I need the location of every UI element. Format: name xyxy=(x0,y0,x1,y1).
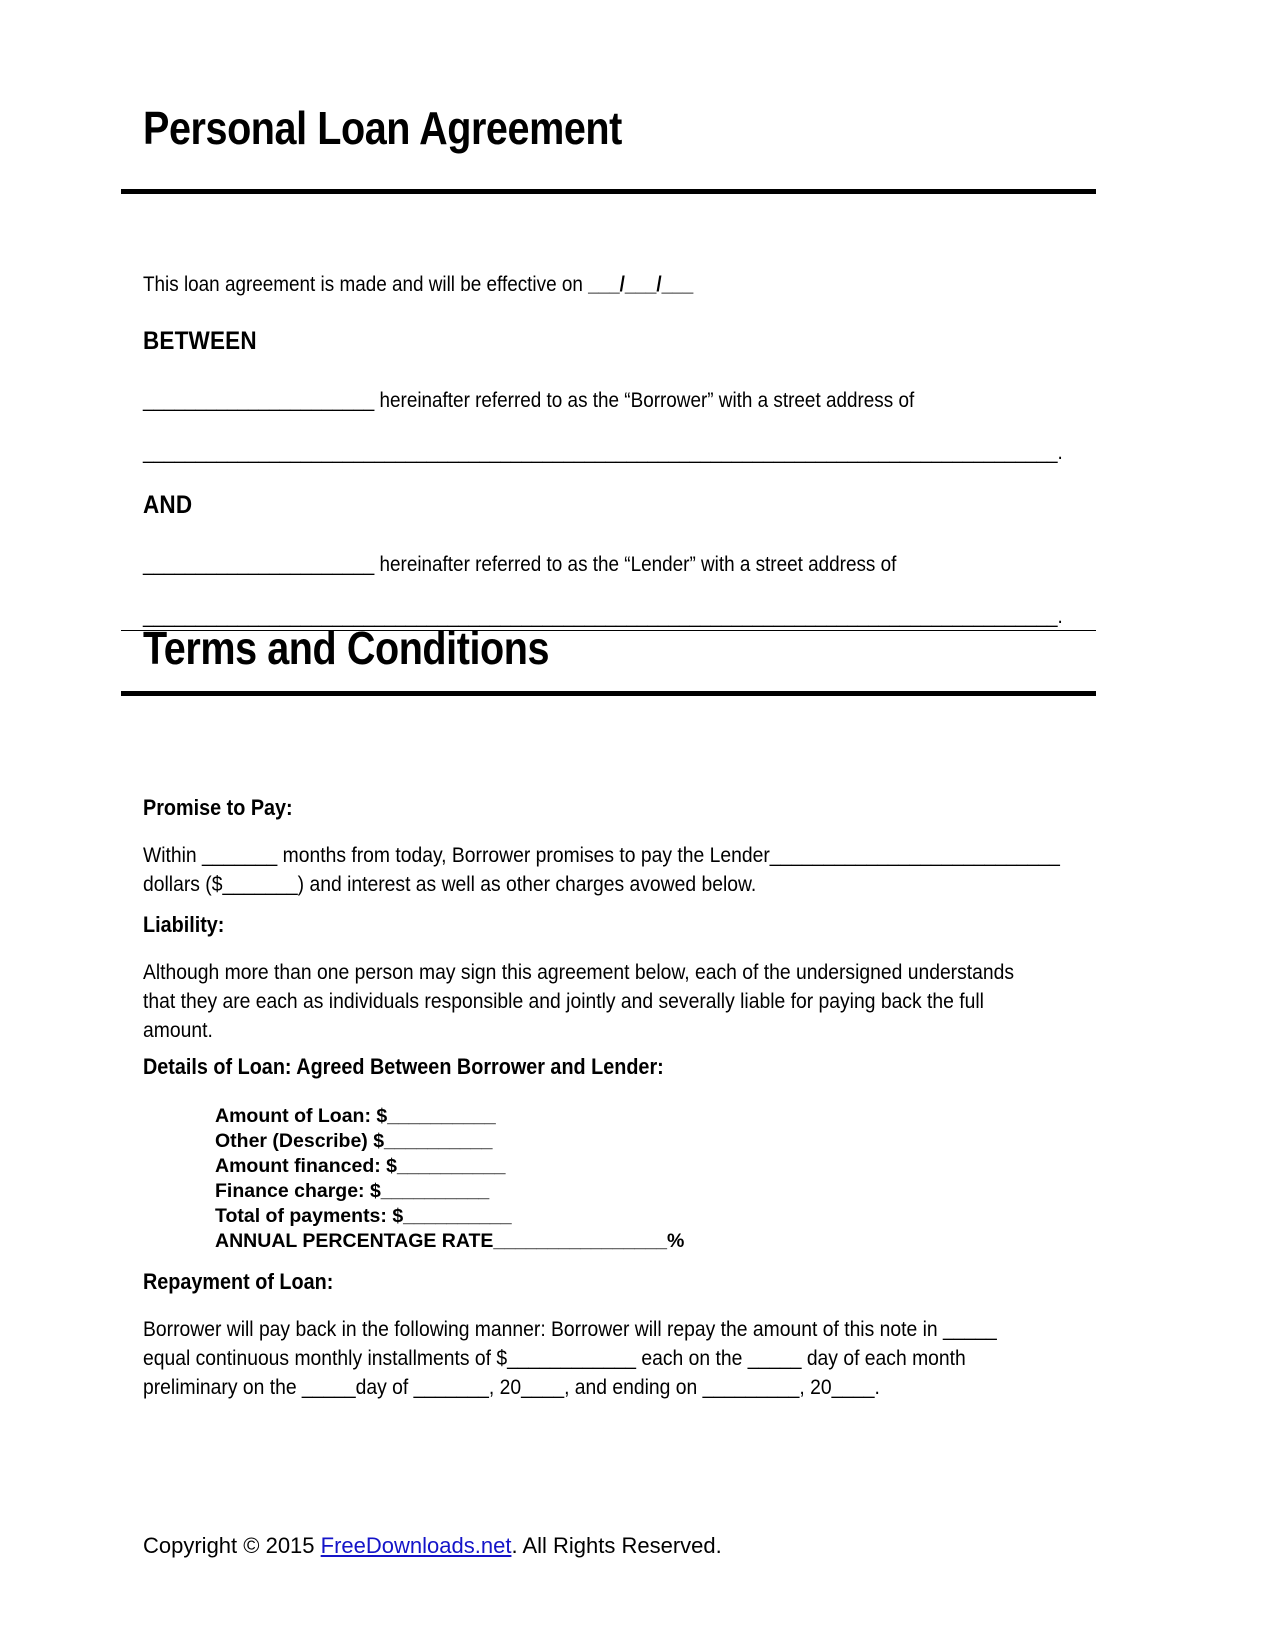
borrower-description: hereinafter referred to as the “Borrower” with a street address of xyxy=(374,389,915,412)
loan-detail-annual-percentage-rate[interactable]: ANNUAL PERCENTAGE RATE________________% xyxy=(215,1230,685,1252)
repayment-heading: Repayment of Loan: xyxy=(143,1269,334,1294)
intro-block xyxy=(143,270,1165,632)
section-title-block xyxy=(143,624,615,672)
loan-detail-amount-financed[interactable]: Amount financed: $__________ xyxy=(215,1155,506,1177)
section-liability xyxy=(143,910,1173,1045)
lender-description: hereinafter referred to as the “Lender” with a street address of xyxy=(374,553,897,576)
and-label: AND xyxy=(143,491,193,519)
borrower-line xyxy=(143,386,1063,416)
terms-bottom-rule xyxy=(121,691,1096,696)
loan-detail-amount-of-loan[interactable]: Amount of Loan: $__________ xyxy=(215,1105,496,1127)
copyright-suffix: . All Rights Reserved. xyxy=(511,1533,722,1558)
section-promise-to-pay xyxy=(143,793,1173,899)
title-divider-rule xyxy=(121,189,1096,194)
footer-copyright xyxy=(143,1532,722,1560)
loan-detail-other-describe[interactable]: Other (Describe) $__________ xyxy=(215,1130,493,1152)
liability-line-2: that they are each as individuals responsible and jointly and severally liable for paying back the full xyxy=(143,990,984,1013)
loan-details-heading: Details of Loan: Agreed Between Borrower and Lender: xyxy=(143,1054,664,1079)
loan-details-list xyxy=(215,1104,722,1254)
repayment-line-2: equal continuous monthly installments of $____________ each on the _____ day of each month xyxy=(143,1347,966,1370)
freedownloads-link[interactable]: FreeDownloads.net xyxy=(320,1533,512,1558)
effective-date-label: This loan agreement is made and will be effective on xyxy=(143,273,589,296)
promise-to-pay-line-2: dollars ($_______) and interest as well as other charges avowed below. xyxy=(143,873,757,896)
section-title: Terms and Conditions xyxy=(143,622,550,674)
copyright-prefix: Copyright © 2015 xyxy=(143,1533,321,1558)
loan-detail-total-of-payments[interactable]: Total of payments: $__________ xyxy=(215,1205,512,1227)
effective-date-blank[interactable]: ___/___/___ xyxy=(588,273,694,296)
lender-line xyxy=(143,550,1063,580)
borrower-name-blank[interactable]: ______________________ xyxy=(143,389,375,412)
loan-detail-finance-charge[interactable]: Finance charge: $__________ xyxy=(215,1180,490,1202)
lender-name-blank[interactable]: ______________________ xyxy=(143,553,375,576)
liability-heading: Liability: xyxy=(143,912,225,937)
promise-to-pay-heading: Promise to Pay: xyxy=(143,795,293,820)
repayment-line-3: preliminary on the _____day of _______, 20____, and ending on _________, 20____. xyxy=(143,1376,880,1399)
effective-date-line xyxy=(143,270,1063,300)
liability-line-3: amount. xyxy=(143,1019,213,1042)
section-loan-details xyxy=(143,1052,722,1254)
between-label: BETWEEN xyxy=(143,327,257,355)
borrower-address-blank[interactable]: _______________________________________________________________________________________. xyxy=(143,441,1063,464)
promise-to-pay-line-1: Within _______ months from today, Borrower promises to pay the Lender___________________________ xyxy=(143,844,1060,867)
lender-address-blank[interactable]: _______________________________________________________________________________________. xyxy=(143,605,1063,628)
liability-line-1: Although more than one person may sign this agreement below, each of the undersigned understands xyxy=(143,961,1015,984)
section-repayment-of-loan xyxy=(143,1267,1173,1402)
page-title-block xyxy=(143,104,700,152)
repayment-line-1: Borrower will pay back in the following manner: Borrower will repay the amount of this note in _____ xyxy=(143,1318,997,1341)
page-title: Personal Loan Agreement xyxy=(143,102,622,154)
